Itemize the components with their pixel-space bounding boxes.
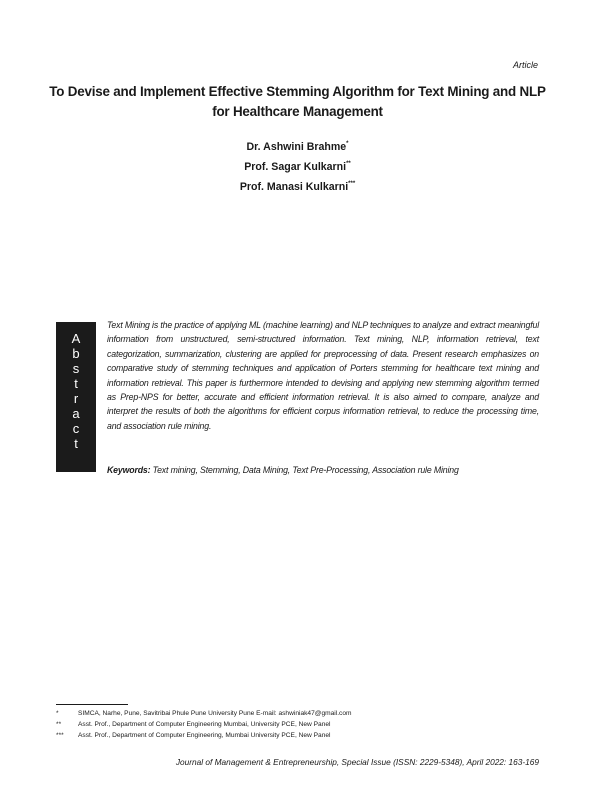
- author-name: Dr. Ashwini Brahme: [246, 141, 347, 153]
- author-footnote-mark: *: [346, 141, 349, 147]
- footnote-text: SIMCA, Narhe, Pune, Savitribai Phule Pune University Pune E-mail: ashwiniak47@gmail.com: [78, 710, 352, 717]
- author-name: Prof. Manasi Kulkarni: [239, 181, 349, 193]
- abstract-body: Text Mining is the practice of applying ML (machine learning) and NLP techniques to analyze and extract meaningful information from unstructured, semi-structured information. Text mining, NLP, information retrieval, text categorization, summarization, clustering are applied for preprocessing of data. Present research emphasizes on comparative study of stemming techniques and application of Porters stemming for healthcare text mining and information retrieval. This paper is furthermore intended to devising and applying new stemming algorithm termed as Prep-NPS for better, accurate and efficient information retrieval. It is also aimed to compare, analyze and interpret the results of both the algorithms for efficient corpus information retrieval, to reduce the processing time, and association rule mining.: [107, 320, 540, 431]
- footnote: [56, 708, 546, 719]
- author-3: [0, 174, 595, 194]
- footnote-divider: [56, 704, 128, 705]
- abstract-letter: s: [72, 361, 80, 376]
- author-list: [0, 134, 595, 194]
- article-type-label: Article: [512, 60, 538, 70]
- footnote-mark: **: [56, 721, 62, 728]
- author-name: Prof. Sagar Kulkarni: [244, 161, 347, 173]
- abstract-letter: t: [74, 436, 78, 451]
- footnote-mark: ***: [56, 732, 64, 739]
- author-footnote-mark: **: [346, 161, 351, 167]
- footnote: [56, 730, 546, 741]
- keywords-text: Text mining, Stemming, Data Mining, Text Pre-Processing, Association rule Mining: [152, 465, 459, 475]
- author-footnote-mark: ***: [348, 181, 356, 187]
- abstract-letter: a: [72, 406, 80, 421]
- footnote-mark: *: [56, 710, 59, 717]
- paper-title: To Devise and Implement Effective Stemming Algorithm for Text Mining and NLP for Healthcare Management: [49, 84, 546, 119]
- abstract-side-label: [56, 322, 96, 472]
- abstract-letter: c: [72, 421, 80, 436]
- keywords-line: [107, 463, 539, 477]
- footnotes: [56, 708, 546, 741]
- abstract-letter: A: [71, 331, 81, 346]
- abstract-letter: t: [74, 376, 78, 391]
- abstract-letter: b: [72, 346, 80, 361]
- journal-citation: Journal of Management & Entrepreneurship, Special Issue (ISSN: 2229-5348), April 2022: 163-169: [175, 757, 539, 767]
- footnote-text: Asst. Prof., Department of Computer Engineering, Mumbai University PCE, New Panel: [78, 732, 331, 739]
- abstract-letter: r: [73, 391, 79, 406]
- author-2: [0, 154, 595, 174]
- author-1: [0, 134, 595, 154]
- footnote-text: Asst. Prof., Department of Computer Engineering Mumbai, University PCE, New Panel: [78, 721, 331, 728]
- keywords-label: Keywords:: [107, 465, 151, 475]
- footnote: [56, 719, 546, 730]
